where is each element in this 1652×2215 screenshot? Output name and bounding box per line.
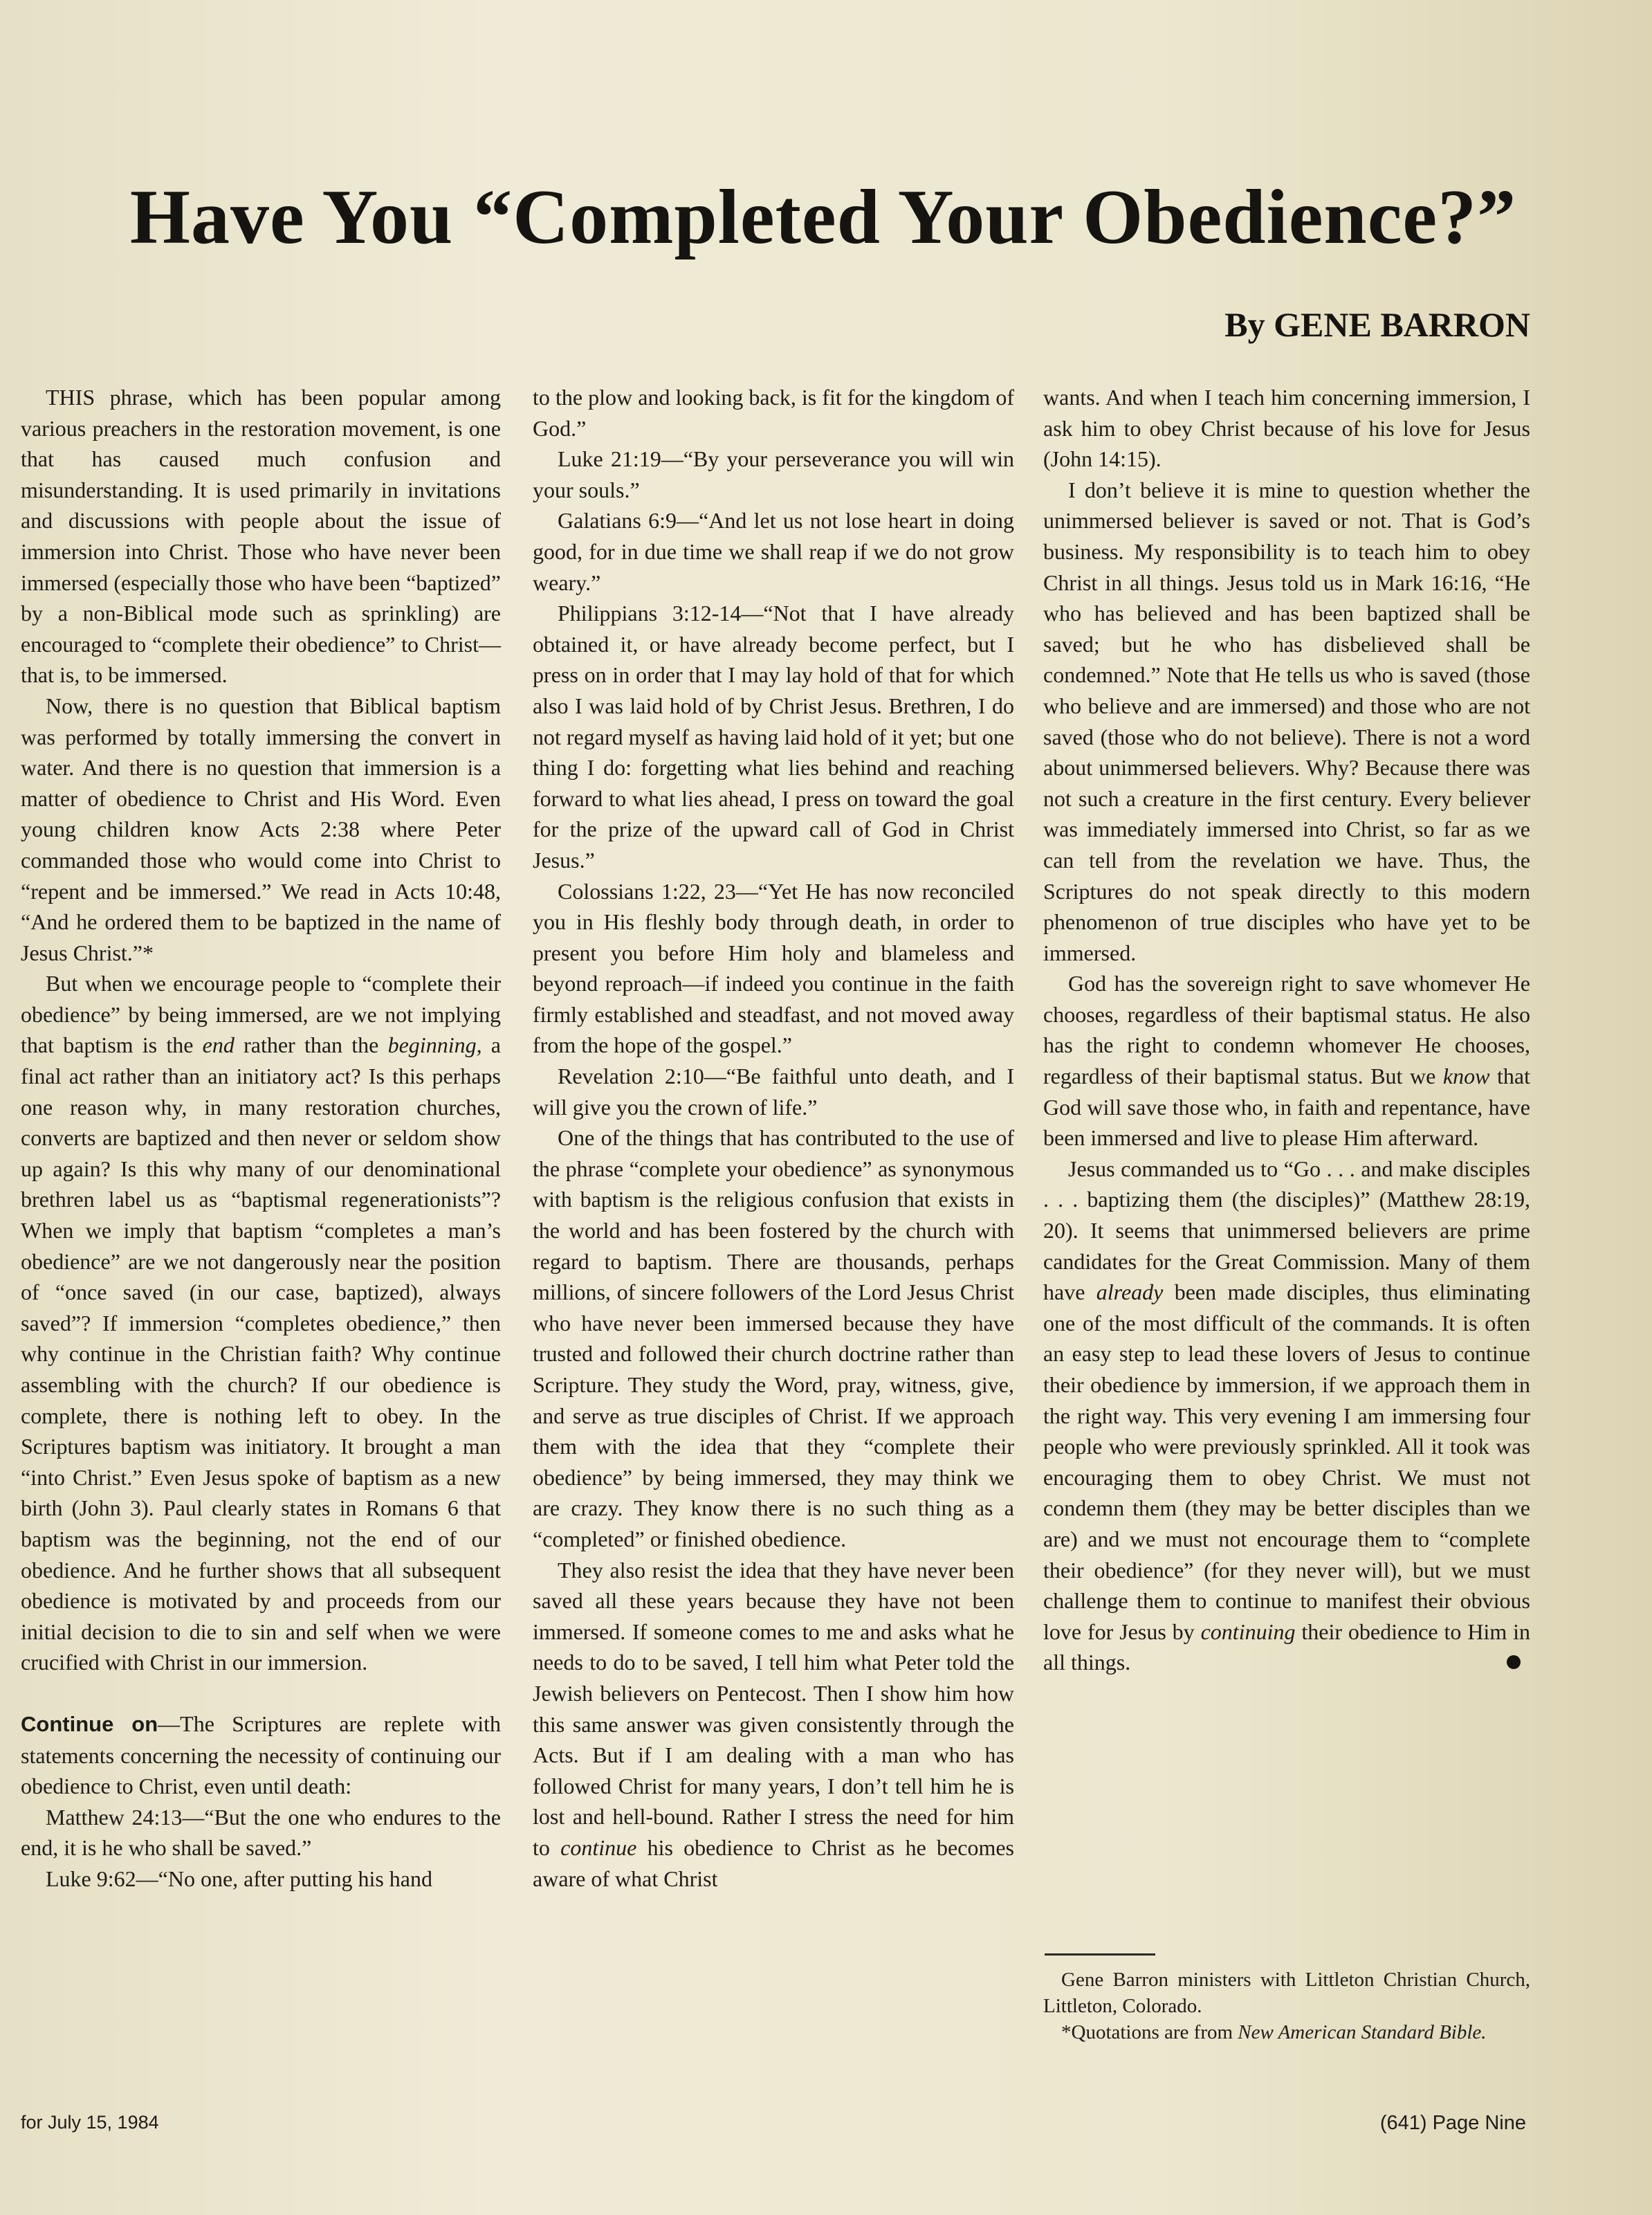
text-run: Jesus commanded us to “Go . . . and make disciples . . . baptizing them (the disciples)” (Matthew 28:19, 20). It seems that unimmersed believers are prime candidates for the Great Commission. Many of them have	[1043, 1156, 1530, 1305]
article-paragraph	[533, 876, 1014, 1061]
text-run: Luke 9:62—“No one, after putting his hand	[46, 1866, 432, 1891]
end-of-article-mark	[1507, 1655, 1521, 1669]
subhead-paragraph	[21, 1708, 501, 1802]
text-run: THIS phrase, which has been popular among various preachers in the restoration movement, is one that has caused much confusion and misunderstanding. It is used primarily in invitations and discussions with people about the issue of immersion into Christ. Those who have never been immersed (especially those who have been “baptized” by a non-Biblical mode such as sprinkling) are encouraged to “complete their obedience” to Christ—that is, to be immersed.	[21, 385, 501, 688]
emphasis-text: already	[1096, 1279, 1164, 1305]
text-run: God has the sovereign right to save whomever He chooses, regardless of their baptismal status. He also has the right to condemn whomever He chooses, regardless of their baptismal status. But we	[1043, 971, 1530, 1089]
article-paragraph	[533, 444, 1014, 505]
emphasis-text: New American Standard Bible.	[1238, 2021, 1487, 2043]
footnote	[1043, 2019, 1530, 2045]
article-paragraph	[21, 1863, 501, 1895]
article-paragraph	[1043, 1154, 1530, 1678]
text-run: his obedience to Christ as he becomes aware of what Christ	[533, 1834, 1015, 1891]
text-run: that God will save those who, in faith and repentance, have been immersed and live to please Him afterward.	[1043, 1064, 1531, 1151]
article-column-1	[21, 382, 501, 1895]
article-paragraph	[533, 382, 1014, 444]
issue-date: for July 15, 1984	[21, 2112, 159, 2133]
article-paragraph	[21, 382, 501, 691]
text-run: Galatians 6:9—“And let us not lose heart in doing good, for in due time we shall reap if we do not grow weary.”	[533, 508, 1014, 595]
article-paragraph	[21, 1802, 501, 1863]
text-run: One of the things that has contributed to the use of the phrase “complete your obedience” as synonymous with baptism is the religious confusion that exists in the world and has been fostered by the church with regard to baptism. There are thousands, perhaps millions, of sincere followers of the Lord Jesus Christ who have never been immersed because they have trusted and followed their church doctrine rather than Scripture. They study the Word, pray, witness, give, and serve as true disciples of Christ. If we approach them with the idea that they “complete their obedience” by being immersed, they may think we are crazy. They know there is no such thing as a “completed” or finished obedience.	[533, 1125, 1014, 1551]
text-run: Gene Barron ministers with Littleton Christian Church, Littleton, Colorado.	[1043, 1969, 1530, 2017]
author-byline: By GENE BARRON	[1224, 305, 1530, 344]
section-subhead: Continue on	[21, 1711, 158, 1736]
text-run: Now, there is no question that Biblical baptism was performed by totally immersing the convert in water. And there is no question that immersion is a matter of obedience to Christ and His Word. Even young children know Acts 2:38 where Peter commanded those who would come into Christ to “repent and be immersed.” We read in Acts 10:48, “And he ordered them to be baptized in the name of Jesus Christ.”*	[21, 693, 501, 965]
text-run: Luke 21:19—“By your perseverance you will win your souls.”	[533, 446, 1014, 502]
text-run: But when we encourage people to “complete their obedience” by being immersed, are we not implying that baptism is the	[21, 971, 501, 1058]
emphasis-text: end	[202, 1032, 235, 1058]
emphasis-text: know	[1442, 1064, 1490, 1089]
text-run: Colossians 1:22, 23—“Yet He has now reconciled you in His fleshly body through death, in order to present you before Him holy and blameless and beyond reproach—if indeed you continue in the faith firmly established and steadfast, and not moved away from the hope of the gospel.”	[533, 878, 1014, 1058]
article-paragraph	[1043, 382, 1530, 475]
text-run: been made disciples, thus eliminating one of the most difficult of the commands. It is often an easy step to lead these lovers of Jesus to continue their obedience by immersion, if we approach them in the right way. This very evening I am immersing four people who were previously sprinkled. All it took was encouraging them to obey Christ. We must not condemn them (they may be better disciples than we are) and we must not encourage them to “complete their obedience” (for they never will), but we must challenge them to continue to manifest their obvious love for Jesus by	[1043, 1279, 1530, 1644]
article-column-2	[533, 382, 1014, 1894]
text-run: a final act rather than an initiatory act? Is this perhaps one reason why, in many restoration churches, converts are baptized and then never or seldom show up again? Is this why many of our denominational brethren label us as “baptismal regenerationists”? When we imply that baptism “completes a man’s obedience” are we not dangerously near the position of “once saved (in our case, baptized), always saved”? If immersion “completes obedience,” then why continue in the Christian faith? Why continue assembling with the church? If our obedience is complete, there is nothing left to obey. In the Scriptures baptism was initiatory. It brought a man “into Christ.” Even Jesus spoke of baptism as a new birth (John 3). Paul clearly states in Romans 6 that baptism was the beginning, not the end of our obedience. And he further shows that all subsequent obedience is motivated by and proceeds from our initial decision to die to sin and self when we were crucified with Christ in our immersion.	[21, 1032, 502, 1675]
text-run: Revelation 2:10—“Be faithful unto death, and I will give you the crown of life.”	[533, 1064, 1014, 1120]
text-run: wants. And when I teach him concerning immersion, I ask him to obey Christ because of his love for Jesus (John 14:15).	[1043, 385, 1530, 472]
text-run: I don’t believe it is mine to question whether the unimmersed believer is saved or not. That is God’s business. My responsibility is to teach him to obey Christ in all things. Jesus told us in Mark 16:16, “He who has believed and has been baptized shall be saved; but he who has disbelieved shall be condemned.” Note that He tells us who is saved (those who believe and are immersed) and those who are not saved (those who do not believe). There is not a word about unimmersed believers. Why? Because there was not such a creature in the first century. Every believer was immediately immersed into Christ, so far as we can tell from the revelation we have. Thus, the Scriptures do not speak directly to this modern phenomenon of true disciples who have yet to be immersed.	[1043, 477, 1530, 965]
text-run: —The Scriptures are replete with statements concerning the necessity of continuing our obedience to Christ, even until death:	[21, 1711, 502, 1799]
text-run: to the plow and looking back, is fit for the kingdom of God.”	[533, 385, 1014, 441]
emphasis-text: continuing	[1200, 1619, 1296, 1644]
page-number: (641) Page Nine	[1379, 2112, 1526, 2134]
text-run: their obedience to Him in all things.	[1043, 1619, 1531, 1675]
article-paragraph	[1043, 475, 1530, 969]
article-paragraph	[533, 1555, 1014, 1895]
article-column-3	[1043, 382, 1530, 1678]
article-paragraph	[533, 1061, 1014, 1122]
article-paragraph	[21, 968, 501, 1678]
text-run: rather than the	[234, 1032, 388, 1058]
text-run: They also resist the idea that they have never been saved all these years because they have not been immersed. If someone comes to me and asks what he needs to do to be saved, I tell him what Peter told the Jewish believers on Pentecost. Then I show him how this same answer was given consistently through the Acts. But if I am dealing with a man who has followed Christ for many years, I don’t tell him he is lost and hell-bound. Rather I stress the need for him to	[533, 1557, 1014, 1860]
article-title: Have You “Completed Your Obedience?”	[129, 174, 1517, 260]
emphasis-text: continue	[560, 1834, 637, 1860]
article-paragraph	[1043, 968, 1530, 1154]
article-paragraph	[533, 1122, 1014, 1554]
article-paragraph	[21, 691, 501, 968]
text-run: Philippians 3:12-14—“Not that I have already obtained it, or have already become perfect, but I press on in order that I may lay hold of that for which also I was laid hold of by Christ Jesus. Brethren, I do not regard myself as having laid hold of it yet; but one thing I do: forgetting what lies behind and reaching forward to what lies ahead, I press on toward the goal for the prize of the upward call of God in Christ Jesus.”	[533, 601, 1014, 873]
text-run: Matthew 24:13—“But the one who endures to the end, it is he who shall be saved.”	[21, 1804, 501, 1861]
footnote	[1043, 1967, 1530, 2019]
footnote-rule	[1045, 1953, 1155, 1956]
text-run: *Quotations are from	[1061, 2021, 1238, 2043]
emphasis-text: beginning,	[387, 1032, 482, 1058]
article-paragraph	[533, 598, 1014, 875]
footnotes	[1043, 1967, 1530, 2045]
article-paragraph	[533, 505, 1014, 598]
